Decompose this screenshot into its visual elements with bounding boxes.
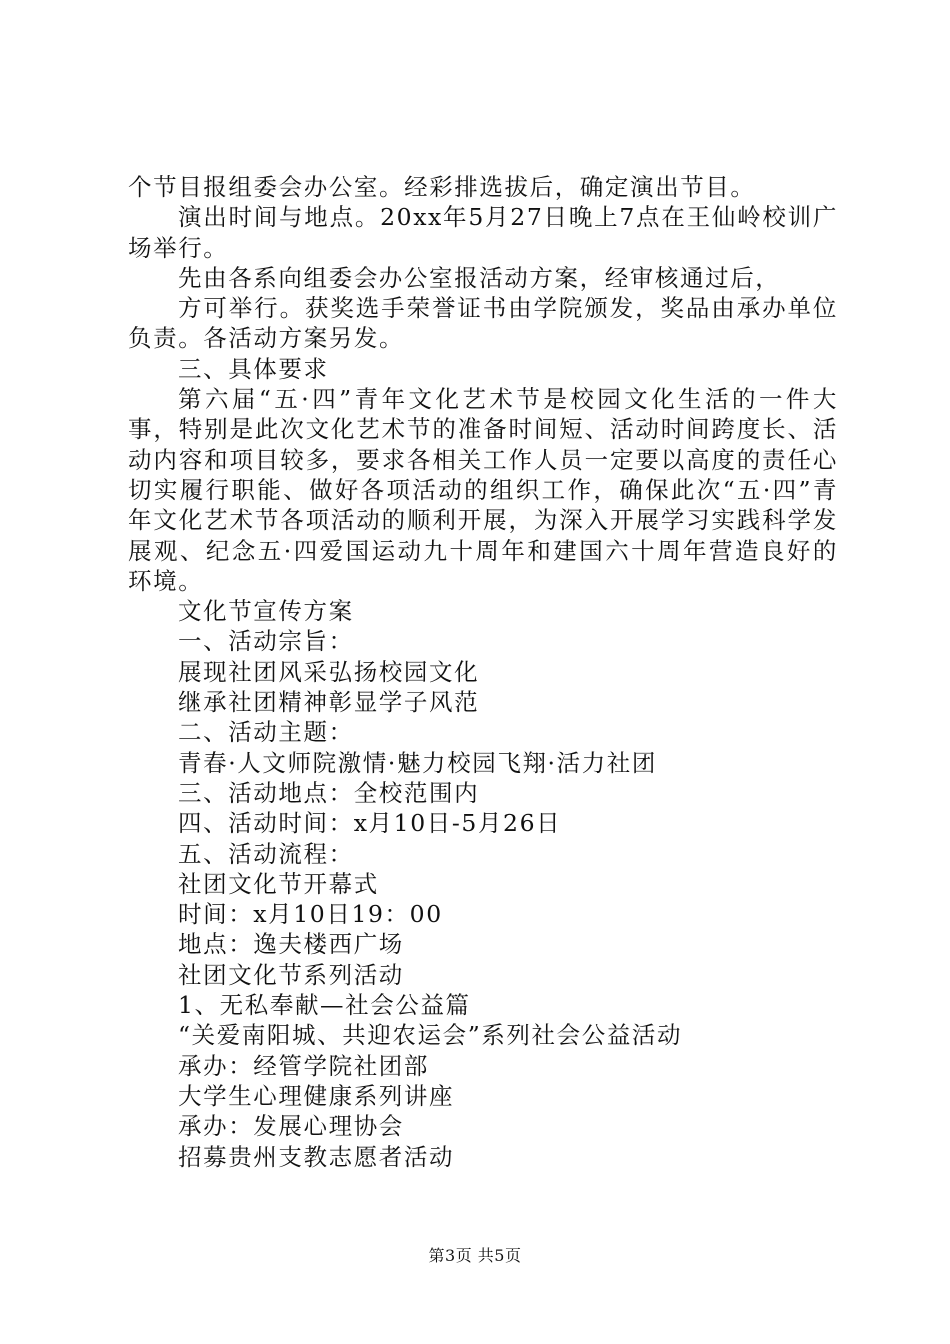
paragraph: 方可举行。获奖选手荣誉证书由学院颁发，奖品由承办单位负责。各活动方案另发。 bbox=[128, 294, 838, 353]
paragraph: “关爱南阳城、共迎农运会”系列社会公益活动 bbox=[178, 1021, 683, 1050]
paragraph: 继承社团精神彰显学子风范 bbox=[178, 688, 480, 717]
paragraph: 承办：经管学院社团部 bbox=[178, 1051, 429, 1080]
paragraph: 招募贵州支教志愿者活动 bbox=[178, 1142, 455, 1171]
document-body bbox=[128, 172, 838, 1172]
paragraph: 二、活动主题： bbox=[178, 718, 354, 747]
page-footer: 第3页 共5页 bbox=[428, 1246, 522, 1265]
paragraph: 一、活动宗旨： bbox=[178, 627, 354, 656]
paragraph: 社团文化节系列活动 bbox=[178, 960, 404, 989]
paragraph: 社团文化节开幕式 bbox=[178, 869, 379, 898]
paragraph: 青春·人文师院激情·魅力校园飞翔·活力社团 bbox=[178, 748, 658, 777]
paragraph: 时间：x月10日19：00 bbox=[178, 900, 443, 929]
paragraph: 个节目报组委会办公室。经彩排选拔后，确定演出节目。 bbox=[128, 173, 756, 201]
paragraph: 三、具体要求 bbox=[178, 354, 329, 383]
paragraph: 文化节宣传方案 bbox=[178, 597, 354, 626]
paragraph: 地点：逸夫楼西广场 bbox=[178, 930, 404, 959]
paragraph: 第六届“五·四”青年文化艺术节是校园文化生活的一件大事，特别是此次文化艺术节的准备时间短、活动时间跨度长、活动内容和项目较多，要求各相关工作人员一定要以高度的责任心切实履行职能、做好各项活动的组织工作，确保此次“五·四”青年文化艺术节各项活动的顺利开展，为深入开展学习实践科学发展观、纪念五·四爱国运动九十周年和建国六十周年营造良好的环境。 bbox=[128, 385, 838, 595]
paragraph: 大学生心理健康系列讲座 bbox=[178, 1081, 455, 1110]
paragraph: 1、无私奉献—社会公益篇 bbox=[178, 991, 471, 1020]
paragraph: 先由各系向组委会办公室报活动方案，经审核通过后， bbox=[178, 263, 781, 292]
paragraph: 四、活动时间：x月10日-5月26日 bbox=[178, 809, 562, 838]
paragraph: 演出时间与地点。20xx年5月27日晚上7点在王仙岭校训广场举行。 bbox=[128, 203, 838, 262]
paragraph: 五、活动流程： bbox=[178, 839, 354, 868]
paragraph: 三、活动地点：全校范围内 bbox=[178, 778, 480, 807]
paragraph: 承办：发展心理协会 bbox=[178, 1112, 404, 1141]
paragraph: 展现社团风采弘扬校园文化 bbox=[178, 657, 480, 686]
